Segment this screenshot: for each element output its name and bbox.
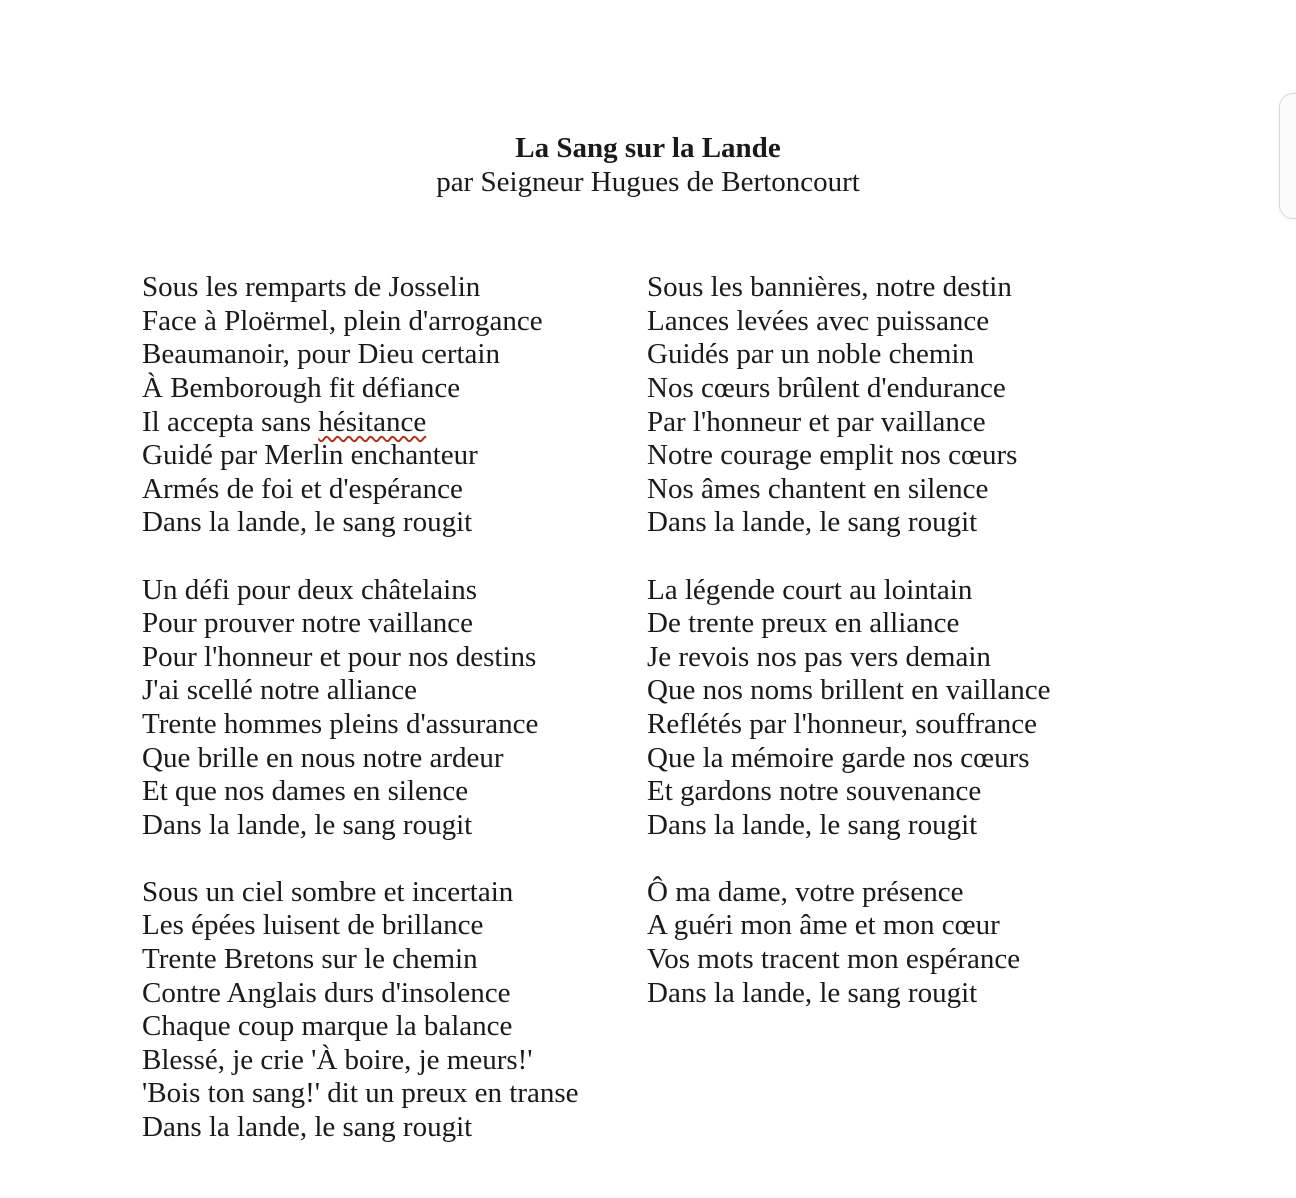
poem-line: Sous un ciel sombre et incertain <box>142 875 514 908</box>
poem-line: Et gardons notre souvenance <box>647 775 982 808</box>
document-header <box>0 0 1296 199</box>
poem-stanza <box>142 271 647 540</box>
poem-stanza <box>142 876 647 1145</box>
poem-line: Les épées luisent de brillance <box>142 909 484 942</box>
poem-line: J'ai scellé notre alliance <box>142 674 417 707</box>
poem-line: Dans la lande, le sang rougit <box>647 976 978 1009</box>
poem-line: Face à Ploërmel, plein d'arrogance <box>142 304 543 337</box>
poem-line: 'Bois ton sang!' dit un preux en transe <box>142 1077 579 1110</box>
poem-line: Reflétés par l'honneur, souffrance <box>647 707 1038 740</box>
poem-line: À Bemborough fit défiance <box>142 371 461 404</box>
poem-line: Nos âmes chantent en silence <box>647 472 989 505</box>
poem-line: Que brille en nous notre ardeur <box>142 741 504 774</box>
poem-line: Vos mots tracent mon espérance <box>647 943 1021 976</box>
poem-line: Blessé, je crie 'À boire, je meurs!' <box>142 1043 533 1076</box>
misspelled-word: hésitance <box>318 405 427 438</box>
poem-column <box>142 271 647 1178</box>
poem-line: A guéri mon âme et mon cœur <box>647 909 1000 942</box>
poem-line: Dans la lande, le sang rougit <box>142 1111 473 1144</box>
poem-line: Pour l'honneur et pour nos destins <box>142 640 537 673</box>
poem-line: Pour prouver notre vaillance <box>142 607 473 640</box>
poem-line: Sous les remparts de Josselin <box>142 271 481 304</box>
poem-line: Guidés par un noble chemin <box>647 338 974 371</box>
poem-body <box>142 271 1296 1178</box>
poem-line: Que nos noms brillent en vaillance <box>647 674 1051 707</box>
poem-line: Que la mémoire garde nos cœurs <box>647 741 1030 774</box>
poem-line: Guidé par Merlin enchanteur <box>142 439 478 472</box>
poem-line: De trente preux en alliance <box>647 607 960 640</box>
poem-line: Lances levées avec puissance <box>647 304 990 337</box>
poem-line: Beaumanoir, pour Dieu certain <box>142 338 500 371</box>
poem-stanza <box>142 574 647 843</box>
poem-line: Nos cœurs brûlent d'endurance <box>647 371 1006 404</box>
poem-line: La légende court au lointain <box>647 573 973 606</box>
poem-line: Je revois nos pas vers demain <box>647 640 991 673</box>
poem-line: Armés de foi et d'espérance <box>142 472 463 505</box>
scrollbar-thumb[interactable] <box>1279 93 1296 219</box>
poem-stanza <box>647 876 1152 1010</box>
poem-line: Sous les bannières, notre destin <box>647 271 1012 304</box>
poem-line: Notre courage emplit nos cœurs <box>647 439 1018 472</box>
poem-line: Trente hommes pleins d'assurance <box>142 707 539 740</box>
poem-line: Et que nos dames en silence <box>142 775 469 808</box>
document-title: La Sang sur la Lande <box>515 132 781 164</box>
poem-line: Chaque coup marque la balance <box>142 1010 513 1043</box>
poem-stanza <box>647 574 1152 843</box>
poem-line: Trente Bretons sur le chemin <box>142 943 478 976</box>
poem-line: Il accepta sans hésitance <box>142 405 427 438</box>
poem-line: Contre Anglais durs d'insolence <box>142 976 511 1009</box>
poem-column <box>647 271 1152 1178</box>
poem-line: Dans la lande, le sang rougit <box>142 506 473 539</box>
poem-line: Ô ma dame, votre présence <box>647 875 964 908</box>
poem-line: Un défi pour deux châtelains <box>142 573 478 606</box>
poem-line: Dans la lande, le sang rougit <box>142 808 473 841</box>
poem-line: Dans la lande, le sang rougit <box>647 506 978 539</box>
poem-line: Dans la lande, le sang rougit <box>647 808 978 841</box>
poem-stanza <box>647 271 1152 540</box>
document-byline: par Seigneur Hugues de Bertoncourt <box>436 165 860 198</box>
poem-line: Par l'honneur et par vaillance <box>647 405 986 438</box>
